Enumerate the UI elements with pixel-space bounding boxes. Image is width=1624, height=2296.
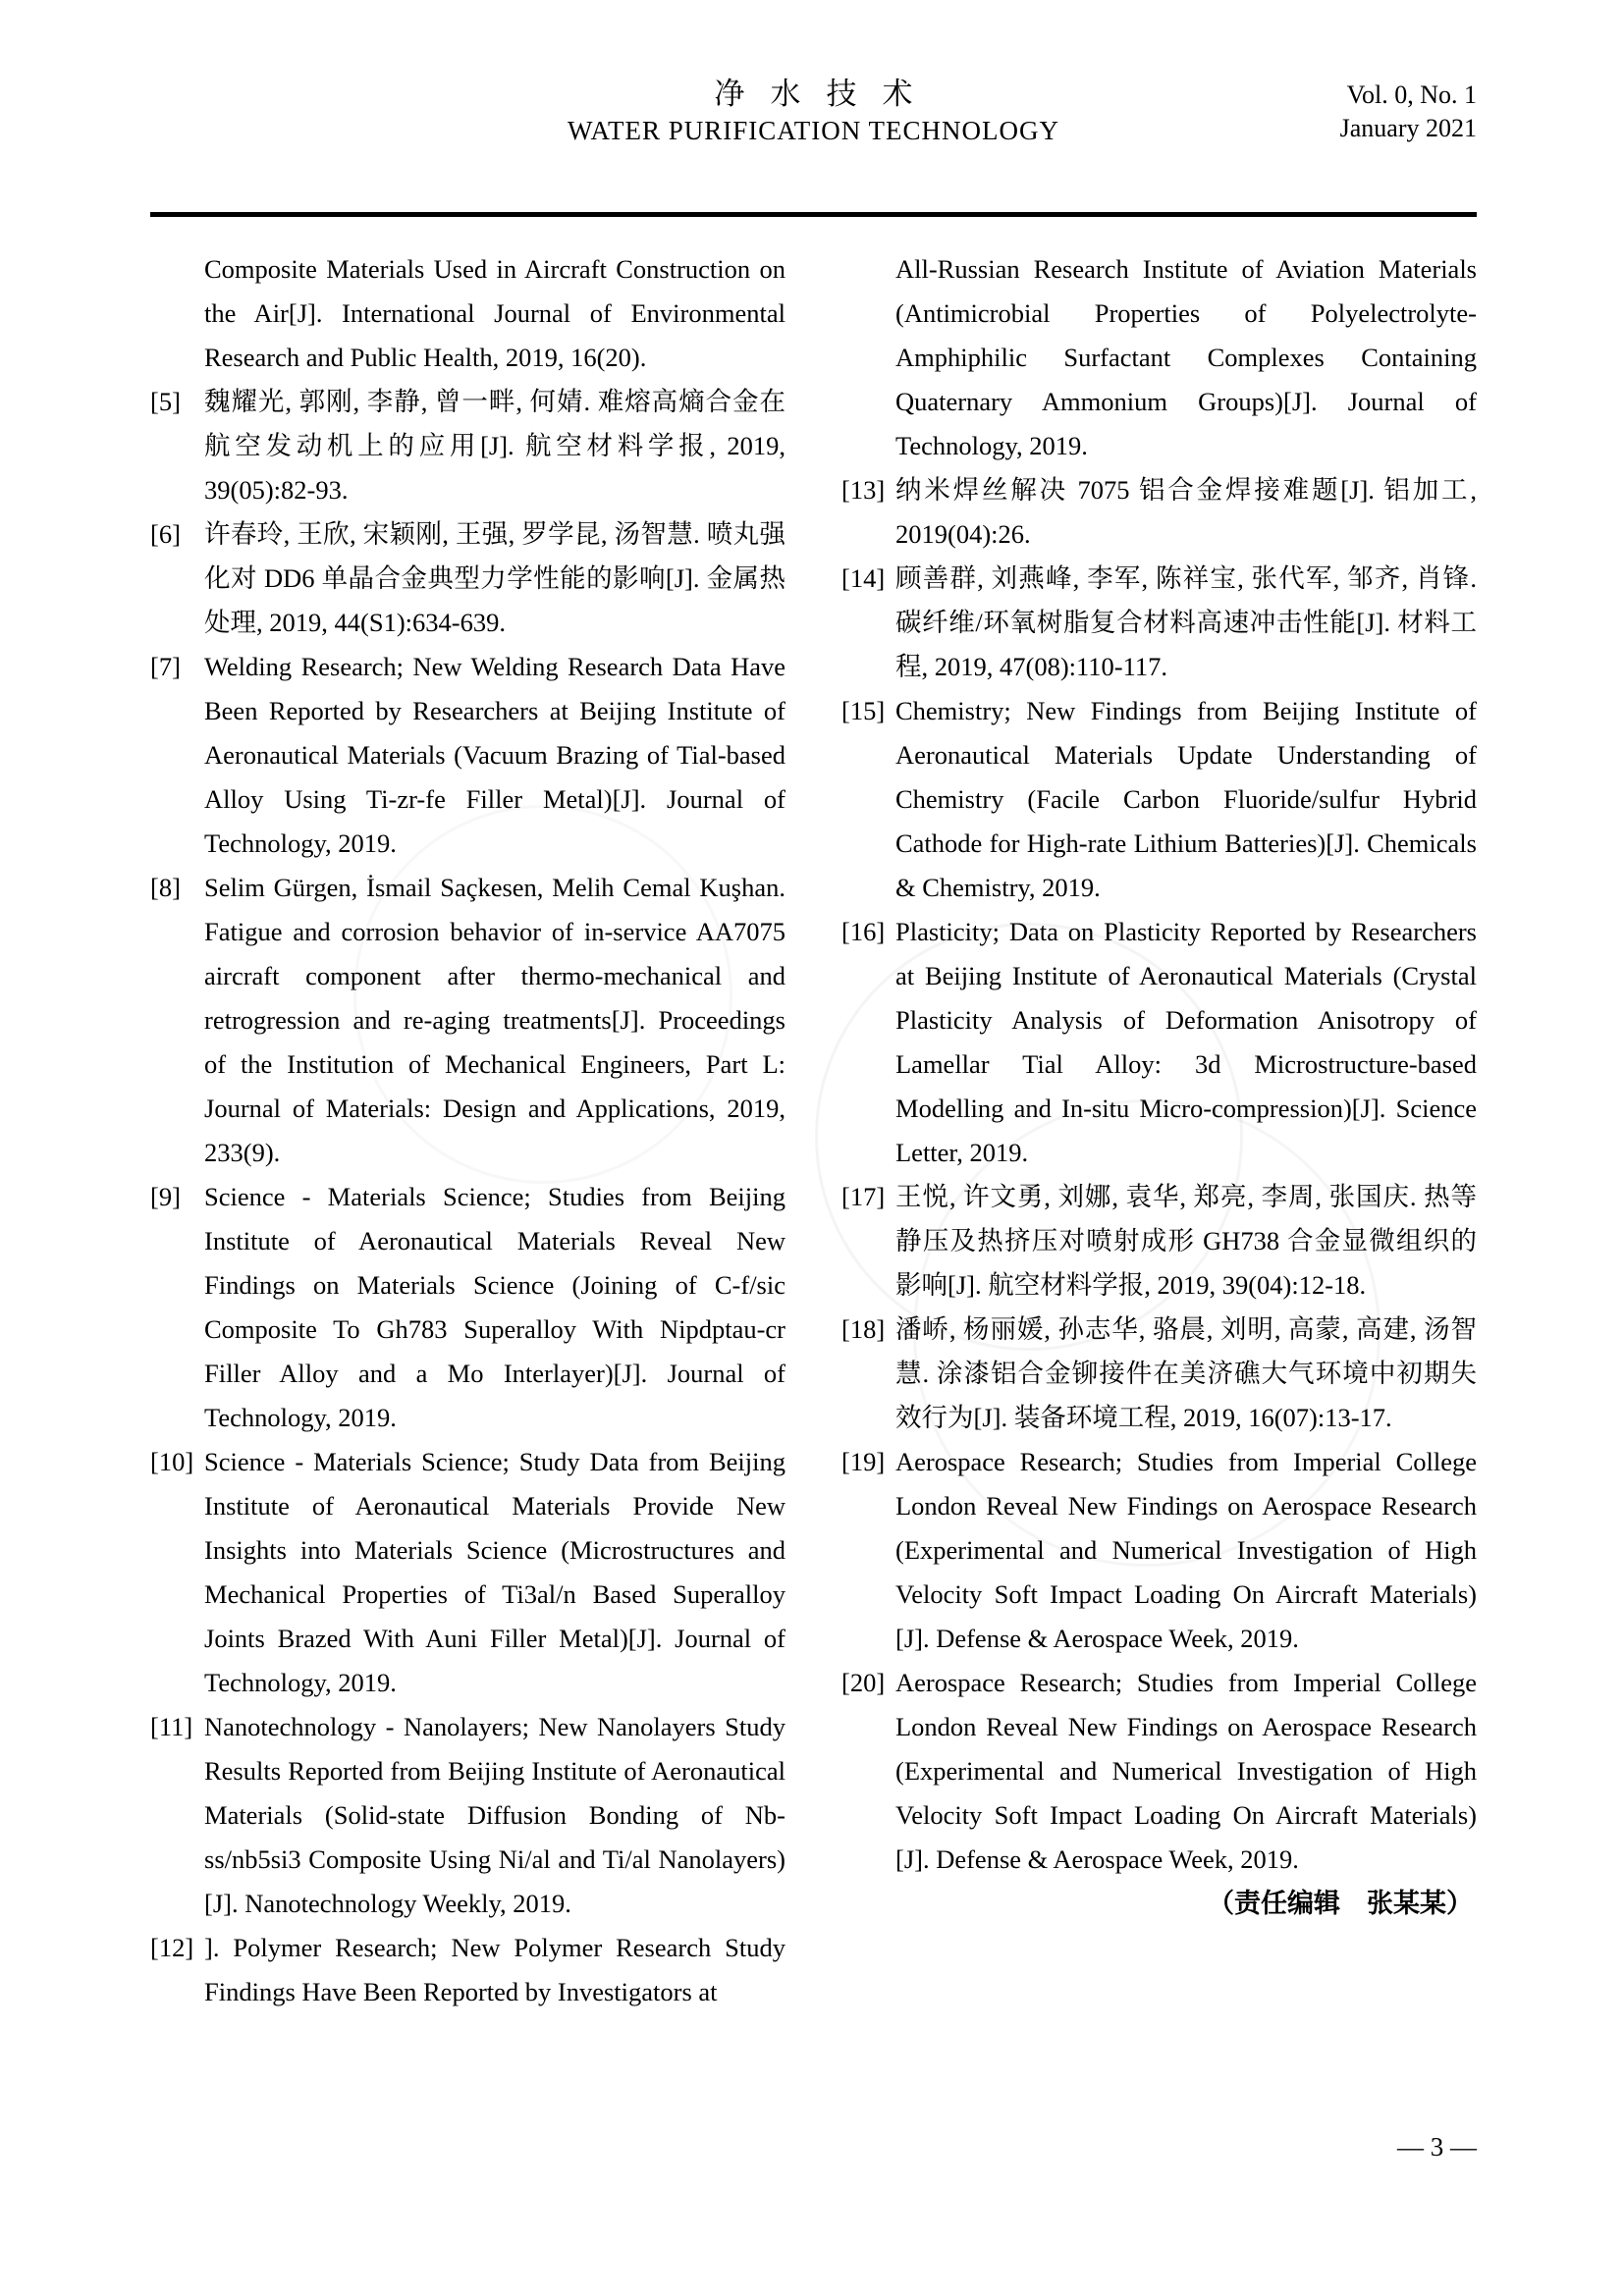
reference-number: [5] [150,387,181,416]
reference-number: [7] [150,652,181,681]
reference-text: 王悦, 许文勇, 刘娜, 袁华, 郑亮, 李周, 张国庆. 热等静压及热挤压对喷射成形 GH738 合金显微组织的影响[J]. 航空材料学报, 2019, 39(04):12-18. [895,1182,1477,1300]
reference-text: Science - Materials Science; Study Data from Beijing Institute of Aeronautical Materials Provide New Insights into Materials Science (Microstructures and Mechanical Properties of Ti3al/n Based Superalloy Joints Brazed With Auni Filler Metal)[J]. Journal of Technology, 2019. [204,1447,785,1697]
reference-item-7 [150,645,785,866]
reference-number: [10] [150,1447,194,1476]
journal-title-chinese: 净水技术 [714,77,939,111]
reference-text: Plasticity; Data on Plasticity Reported by Researchers at Beijing Institute of Aeronautical Materials (Crystal Plasticity Analysis of Deformation Anisotropy of Lamellar Tial Alloy: 3d Microstructure-based Modelling and In-situ Micro-compression)[J]. Science Letter, 2019. [895,917,1477,1167]
reference-number: [18] [841,1314,886,1344]
reference-item-13 [841,468,1477,557]
reference-item-12 [150,1926,785,2014]
reference-item-9 [150,1175,785,1440]
volume-number: Vol. 0, No. 1 [1346,80,1477,109]
reference-item-4-continuation [150,247,785,380]
reference-number [150,247,204,380]
reference-text: Welding Research; New Welding Research Data Have Been Reported by Researchers at Beijing Institute of Aeronautical Materials (Vacuum Brazing of Tial-based Alloy Using Ti-zr-fe Filler Metal)[J]. Journal of Technology, 2019. [204,652,785,858]
header-rule [150,212,1477,217]
reference-number: [19] [841,1447,886,1476]
reference-item-14 [841,557,1477,689]
reference-text: Aerospace Research; Studies from Imperial College London Reveal New Findings on Aerospace Research (Experimental and Numerical Investigation of High Velocity Soft Impact Loading On Aircraft Materials)[J]. Defense & Aerospace Week, 2019. [895,1447,1477,1653]
reference-item-20 [841,1661,1477,1882]
reference-text: 魏耀光, 郭刚, 李静, 曾一畔, 何婧. 难熔高熵合金在航空发动机上的应用[J]. 航空材料学报, 2019, 39(05):82-93. [204,387,785,505]
reference-item-17 [841,1175,1477,1308]
reference-item-19 [841,1440,1477,1661]
reference-number: [11] [150,1712,193,1741]
managing-editor-note: （责任编辑 张某某） [1208,1889,1473,1918]
reference-text: ]. Polymer Research; New Polymer Research Study Findings Have Been Reported by Investigators at [204,1933,785,2006]
reference-number: [15] [841,696,886,725]
reference-item-16 [841,910,1477,1175]
reference-item-6 [150,512,785,645]
reference-text: Nanotechnology - Nanolayers; New Nanolayers Study Results Reported from Beijing Institute of Aeronautical Materials (Solid-state Diffusion Bonding of Nb-ss/nb5si3 Composite Using Ni/al and Ti/al Nanolayers)[J]. Nanotechnology Weekly, 2019. [204,1712,785,1918]
reference-number: [12] [150,1933,194,1962]
reference-text: 潘峤, 杨丽媛, 孙志华, 骆晨, 刘明, 高蒙, 高建, 汤智慧. 涂漆铝合金铆接件在美济礁大气环境中初期失效行为[J]. 装备环境工程, 2019, 16(07):13-17. [895,1314,1477,1432]
reference-text: 纳米焊丝解决 7075 铝合金焊接难题[J]. 铝加工, 2019(04):26. [895,475,1477,549]
reference-number: [16] [841,917,886,946]
page-header [150,77,1477,147]
reference-number: [9] [150,1182,181,1211]
journal-title-block [150,77,1477,147]
reference-item-8 [150,866,785,1175]
reference-number: [6] [150,519,181,549]
reference-text: Selim Gürgen, İsmail Saçkesen, Melih Cemal Kuşhan. Fatigue and corrosion behavior of in-service AA7075 aircraft component after thermo-mechanical and retrogression and re-aging treatments[J]. Proceedings of the Institution of Mechanical Engineers, Part L: Journal of Materials: Design and Applications, 2019, 233(9). [204,873,785,1167]
reference-item-10 [150,1440,785,1705]
reference-text: 顾善群, 刘燕峰, 李军, 陈祥宝, 张代军, 邹齐, 肖锋. 碳纤维/环氧树脂复合材料高速冲击性能[J]. 材料工程, 2019, 47(08):110-117. [895,563,1477,681]
reference-number: [14] [841,563,886,593]
reference-text: 许春玲, 王欣, 宋颖刚, 王强, 罗学昆, 汤智慧. 喷丸强化对 DD6 单晶合金典型力学性能的影响[J]. 金属热处理, 2019, 44(S1):634-639. [204,519,785,637]
reference-number: [20] [841,1668,886,1697]
journal-title-english: WATER PURIFICATION TECHNOLOGY [568,116,1059,145]
reference-text: Aerospace Research; Studies from Imperial College London Reveal New Findings on Aerospace Research (Experimental and Numerical Investigation of High Velocity Soft Impact Loading On Aircraft Materials)[J]. Defense & Aerospace Week, 2019. [895,1668,1477,1874]
reference-text: Science - Materials Science; Studies from Beijing Institute of Aeronautical Materials Reveal New Findings on Materials Science (Joining of C-f/sic Composite To Gh783 Superalloy With Nipdptau-cr Filler Alloy and a Mo Interlayer)[J]. Journal of Technology, 2019. [204,1182,785,1432]
reference-number: [17] [841,1182,886,1211]
reference-item-11 [150,1705,785,1926]
references-section [150,247,1477,2014]
reference-item-18 [841,1308,1477,1440]
reference-number: [8] [150,873,181,902]
reference-text: Chemistry; New Findings from Beijing Institute of Aeronautical Materials Update Understanding of Chemistry (Facile Carbon Fluoride/sulfur Hybrid Cathode for High-rate Lithium Batteries)[J]. Chemicals & Chemistry, 2019. [895,696,1477,902]
issue-info-block [1340,79,1477,145]
page-footer [1397,2132,1477,2163]
reference-text: Composite Materials Used in Aircraft Construction on the Air[J]. International Journal of Environmental Research and Public Health, 2019, 16(20). [204,254,785,372]
reference-item-5 [150,380,785,512]
references-left-column [150,247,785,2014]
reference-number: [13] [841,475,886,505]
reference-item-12-continuation [841,247,1477,468]
reference-text: All-Russian Research Institute of Aviation Materials (Antimicrobial Properties of Polyelectrolyte-Amphiphilic Surfactant Complexes Containing Quaternary Ammonium Groups)[J]. Journal of Technology, 2019. [895,254,1477,460]
page-number: — 3 — [1397,2132,1477,2162]
reference-item-15 [841,689,1477,910]
reference-number [841,247,895,468]
issue-date: January 2021 [1339,114,1477,142]
references-right-column [841,247,1477,2014]
